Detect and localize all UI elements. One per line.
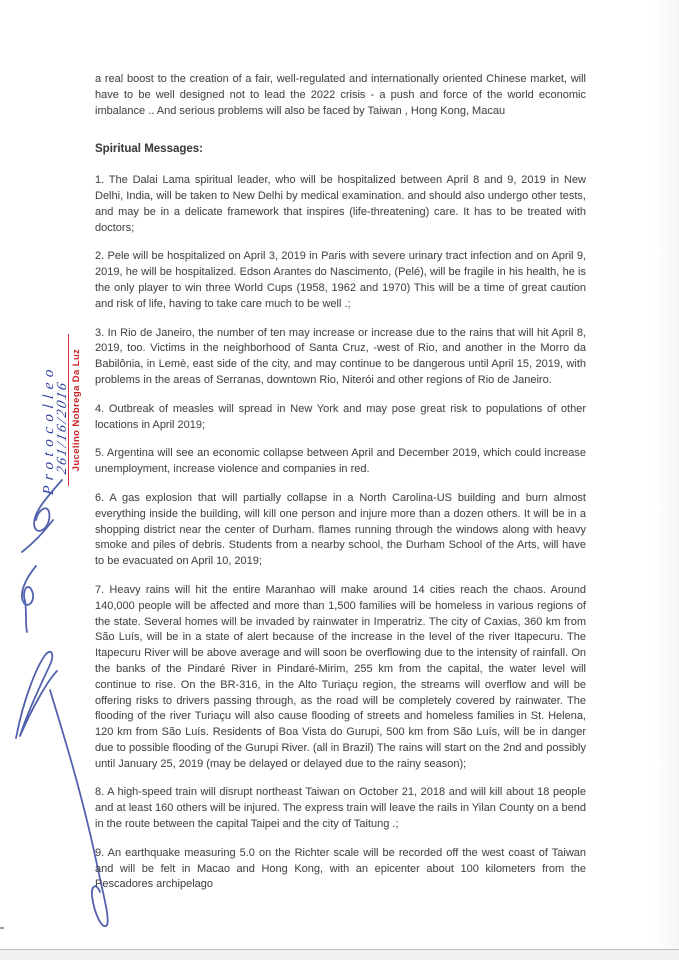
- message-item-1: 1. The Dalai Lama spiritual leader, who will be hospitalized between April 8 and 9, 2019 in New Delhi, India, will be taken to New Delhi by medical examination. and should also undergo other tests, and may be in a delicate framework that inspires (life-threatening) care. It has to be treated with doctors;: [95, 174, 586, 234]
- handwritten-protocol-number: 261/16/2016: [55, 379, 70, 476]
- message-item-9: 9. An earthquake measuring 5.0 on the Richter scale will be recorded off the west coast of Taiwan and will be felt in Macao and Hong Kong, with an epicenter about 100 kilometers from the Pescadores archipelago: [95, 846, 586, 891]
- message-item-8: 8. A high-speed train will disrupt northeast Taiwan on October 21, 2018 and will kill about 18 people and at least 160 others will be injured. The express train will leave the rails in Yilan County on a bend in the route between the capital Taipei and the city of Taitung .;: [95, 786, 586, 831]
- page-edge-line: [0, 949, 679, 960]
- message-item-7: 7. Heavy rains will hit the entire Maranhao will make around 14 cities reach the chaos. Around 140,000 people will be affected and more than 1,500 families will be homeless in various regions of the state. Several homes will be invaded by rainwater in Imperatriz. The city of Caxias, 360 km from São Luís, will be in a state of alert because of the increase in the level of the river Itapecuru. The Itapecuru River will be above average and will soon be overflowing due to the intensity of rainfall. On the banks of the Pindaré River in Pindaré-Mirim, 255 km from the capital, the water level will continue to rise. On the BR-316, in the Alto Turiaçu region, the streams will overflow and will be offering risks to drivers passing through, as the road will be completely covered by rainwater. The flooding of the river Turiaçu will also cause flooding of streets and homeless families in St. Helena, 120 km from São Luís. Residents of Boa Vista do Gurupi, 500 km from São Luís, will be in danger due to possible flooding of the Gurupi River. (all in Brazil) The rains will start on the 2nd and possibly until January 25, 2019 (may be delayed or delayed due to the rainy season);: [95, 583, 586, 770]
- handwritten-protocol-word: Protocolleo: [41, 363, 57, 496]
- name-stamp: Jucelino Nobrega Da Luz: [68, 334, 82, 486]
- intro-paragraph: a real boost to the creation of a fair, well-regulated and internationally oriented Chinese market, will have to be well designed not to lead the 2022 crisis - a push and force of the world economic imbalance .. And serious problems will also be faced by Taiwan , Hong Kong, Macau: [95, 73, 586, 117]
- message-item-4: 4. Outbreak of measles will spread in New York and may pose great risk to populations of other locations in April 2019;: [95, 402, 586, 431]
- section-heading: Spiritual Messages:: [95, 143, 204, 156]
- letter-body: [95, 72, 586, 906]
- message-item-2: 2. Pele will be hospitalized on April 3, 2019 in Paris with severe urinary tract infection and on April 9, 2019, he will be hospitalized. Edson Arantes do Nascimento, (Pelé), will be fragile in his health, he is the only player to win three World Cups (1958, 1962 and 1970) This will be a time of great caution and risk of life, having to take care much to be well .;: [95, 250, 586, 310]
- scan-speck: [0, 927, 4, 929]
- message-item-6: 6. A gas explosion that will partially collapse in a North Carolina-US building and burn almost everything inside the building, will kill one person and injure more than a dozen others. It will be in a shopping district near the center of Durham. flames running through the windows along with heavy smoke and piles of debris. Students from a nearby school, the Durham School of the Arts, will have to be evacuated on April 10, 2019;: [95, 491, 586, 568]
- message-item-3: 3. In Rio de Janeiro, the number of ten may increase or increase due to the rains that will hit April 8, 2019, too. Victims in the neighborhood of Santa Cruz, -west of Rio, and another in the Morro da Babilônia, in Lemè, east side of the city, and may continue to be dangerous until April 15, 2019, with problems in the areas of Serranas, downtown Rio, Niterói and other regions of Rio de Janeiro.: [95, 326, 586, 386]
- message-item-5: 5. Argentina will see an economic collapse between April and December 2019, which could increase unemployment, increase violence and companies in red.: [95, 447, 586, 476]
